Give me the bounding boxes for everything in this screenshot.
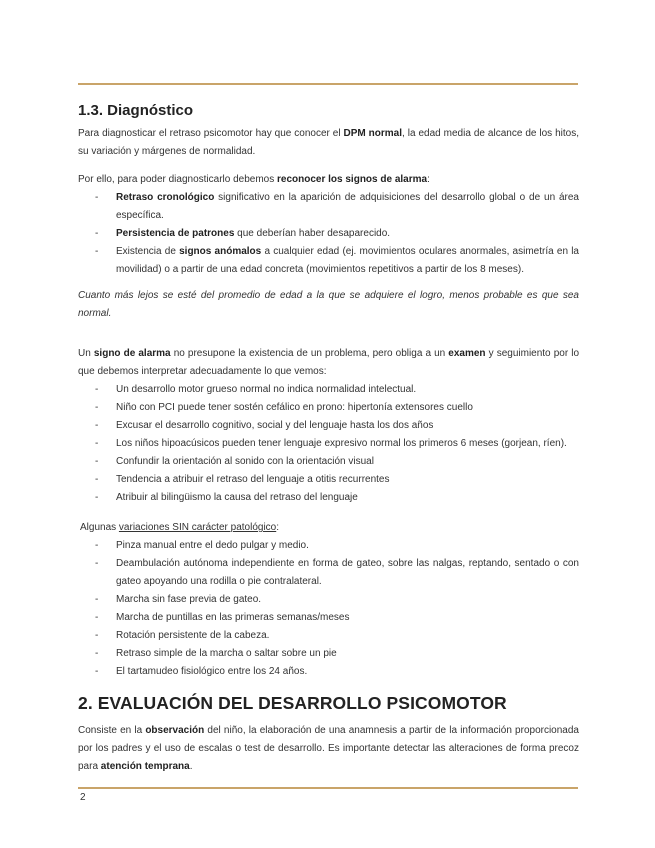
list-item: - Los niños hipoacúsicos pueden tener lenguaje expresivo normal los primeros 6 meses (gorjean, ríen). — [78, 435, 579, 453]
paragraph-variations-intro: Algunas variaciones SIN carácter patológico: — [80, 522, 280, 533]
variations-list — [78, 537, 579, 681]
list-item: - Marcha sin fase previa de gateo. — [78, 591, 579, 609]
paragraph-alarm-intro: Por ello, para poder diagnosticarlo debemos reconocer los signos de alarma: — [78, 174, 430, 185]
list-item: - Excusar el desarrollo cognitivo, social y del lenguaje hasta los dos años — [78, 417, 579, 435]
footer-rule — [78, 787, 578, 789]
list-item: - Niño con PCI puede tener sostén cefálico en prono: hipertonía extensores cuello — [78, 399, 579, 417]
section-heading-diagnostico: 1.3. Diagnóstico — [78, 102, 194, 119]
paragraph-alarm-sign: Un signo de alarma no presupone la existencia de un problema, pero obliga a un examen y seguimiento por lo que debemos interpretar adecuadamente lo que vemos: — [78, 348, 580, 377]
paragraph-evaluation: Consiste en la observación del niño, la elaboración de una anamnesis a partir de la información proporcionada por los padres y el uso de escalas o test de desarrollo. Es importante detectar las alteraciones de forma precoz para atención temprana. — [78, 725, 579, 772]
list-item: - Atribuir al bilingüismo la causa del retraso del lenguaje — [78, 489, 579, 507]
list-item: - Pinza manual entre el dedo pulgar y medio. — [78, 537, 579, 555]
list-item: - Confundir la orientación al sonido con la orientación visual — [78, 453, 579, 471]
list-item: - El tartamudeo fisiológico entre los 24 años. — [78, 663, 579, 681]
italic-note: Cuanto más lejos se esté del promedio de edad a la que se adquiere el logro, menos probable es que sea normal. — [78, 290, 579, 319]
document-body — [78, 96, 579, 776]
paragraph-dpm-normal: Para diagnosticar el retraso psicomotor hay que conocer el DPM normal, la edad media de alcance de los hitos, su variación y márgenes de normalidad. — [78, 128, 580, 157]
alarm-signs-list — [78, 189, 579, 279]
list-item: - Tendencia a atribuir el retraso del lenguaje a otitis recurrentes — [78, 471, 579, 489]
list-item: - Retraso cronológico significativo en la aparición de adquisiciones del desarrollo global o de un área específica. — [78, 189, 579, 225]
header-rule — [78, 83, 578, 85]
list-item: - Un desarrollo motor grueso normal no indica normalidad intelectual. — [78, 381, 579, 399]
list-item: - Existencia de signos anómalos a cualquier edad (ej. movimientos oculares anormales, asimetría en la movilidad) o a partir de una edad concreta (movimientos repetitivos a partir de los 8 meses). — [78, 243, 579, 279]
list-item: - Persistencia de patrones que deberían haber desaparecido. — [78, 225, 579, 243]
list-item: - Marcha de puntillas en las primeras semanas/meses — [78, 609, 579, 627]
section-heading-evaluacion: 2. EVALUACIÓN DEL DESARROLLO PSICOMOTOR — [78, 693, 507, 713]
page-number: 2 — [80, 792, 86, 803]
list-item: - Deambulación autónoma independiente en forma de gateo, sobre las nalgas, reptando, sentado o con gateo apoyando una rodilla o pie contralateral. — [78, 555, 579, 591]
interpretation-list — [78, 381, 579, 507]
list-item: - Rotación persistente de la cabeza. — [78, 627, 579, 645]
list-item: - Retraso simple de la marcha o saltar sobre un pie — [78, 645, 579, 663]
